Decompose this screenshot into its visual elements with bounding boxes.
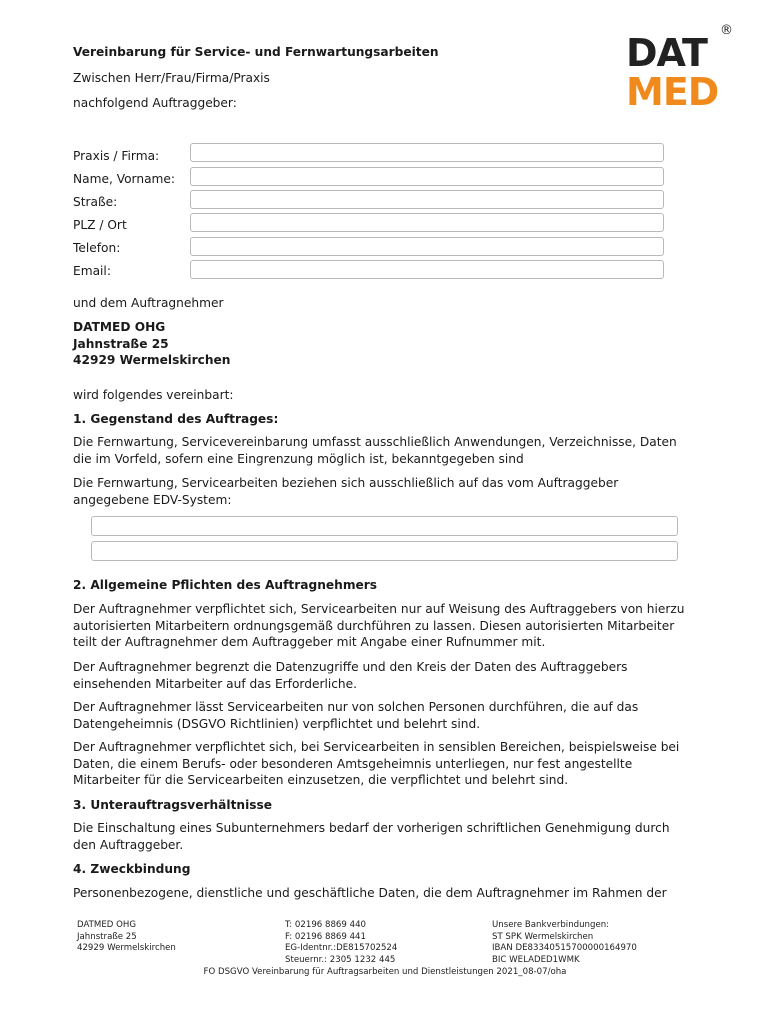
logo-dat-text: DAT [626, 31, 707, 75]
section2-paragraph-1: Der Auftragnehmer verpflichtet sich, Servicearbeiten nur auf Weisung des Auftraggebers von hierzu autorisierten Mitarbeitern ordnungsgemäß durchführen zu lassen. Diesen autorisierten Mitarbeiter teilt der Auftragnehmer dem Auftraggeber mit Angabe einer Rufnummer mit. [73, 602, 685, 649]
section1-heading: 1. Gegenstand des Auftrages: [73, 412, 279, 426]
footer-company: DATMED OHG [77, 920, 137, 930]
client-label: nachfolgend Auftraggeber: [73, 96, 237, 110]
footer-street: Jahnstraße 25 [77, 931, 137, 942]
footer-bic: BIC WELADED1WMK [492, 954, 580, 965]
section4-paragraph-1: Personenbezogene, dienstliche und geschäftliche Daten, die dem Auftragnehmer im Rahmen der [73, 886, 667, 900]
section2-paragraph-2: Der Auftragnehmer begrenzt die Datenzugriffe und den Kreis der Daten des Auftraggebers einsehenden Mitarbeiter auf das Erforderliche. [73, 660, 628, 691]
section4-heading: 4. Zweckbindung [73, 862, 191, 876]
edv-system-field-1[interactable] [91, 516, 678, 536]
registered-mark: ® [720, 23, 733, 38]
footer-fax: F: 02196 8869 441 [285, 931, 366, 942]
footer-contact [285, 920, 397, 966]
footer-bank-heading: Unsere Bankverbindungen: [492, 920, 610, 930]
datmed-logo [626, 23, 736, 117]
footer-city: 42929 Wermelskirchen [77, 943, 176, 954]
strasse-field[interactable] [190, 190, 664, 209]
field-label-praxis: Praxis / Firma: [73, 149, 160, 163]
footer-bank [492, 920, 637, 966]
section2-heading: 2. Allgemeine Pflichten des Auftragnehmers [73, 578, 378, 592]
email-field[interactable] [190, 260, 664, 279]
logo-med-text: MED [626, 70, 719, 114]
praxis-firma-field[interactable] [190, 143, 664, 162]
section3-heading: 3. Unterauftragsverhältnisse [73, 798, 273, 812]
field-label-email: Email: [73, 264, 111, 278]
contractor-street: Jahnstraße 25 [73, 337, 169, 351]
footer-document-id: FO DSGVO Vereinbarung für Auftragsarbeiten und Dienstleistungen 2021_08-07/oha [203, 967, 567, 977]
contractor-name: DATMED OHG [73, 320, 166, 334]
between-text: Zwischen Herr/Frau/Firma/Praxis [73, 71, 270, 85]
document-title: Vereinbarung für Service- und Fernwartungsarbeiten [73, 45, 439, 59]
field-label-telefon: Telefon: [73, 241, 121, 255]
footer-iban: IBAN DE83340515700000164970 [492, 943, 637, 954]
section2-paragraph-3: Der Auftragnehmer lässt Servicearbeiten nur von solchen Personen durchführen, die auf das Datengeheimnis (DSGVO Richtlinien) verpflichtet und belehrt sind. [73, 700, 639, 731]
footer-address [77, 920, 176, 955]
contractor-city: 42929 Wermelskirchen [73, 353, 231, 367]
section1-paragraph-2: Die Fernwartung, Servicearbeiten beziehen sich ausschließlich auf das vom Auftraggeber angegebene EDV-System: [73, 476, 619, 507]
edv-system-field-2[interactable] [91, 541, 678, 561]
name-vorname-field[interactable] [190, 167, 664, 186]
footer-phone: T: 02196 8869 440 [285, 920, 367, 930]
field-label-name: Name, Vorname: [73, 172, 176, 186]
section2-paragraph-4: Der Auftragnehmer verpflichtet sich, bei Servicearbeiten in sensiblen Bereichen, beispielsweise bei Daten, die einem Berufs- oder besonderen Amtsgeheimnis unterliegen, nur fest angestellte Mitarbeiter für die Servicearbeiten einzusetzen, die verpflichtet und belehrt sind. [73, 740, 680, 787]
telefon-field[interactable] [190, 237, 664, 256]
section1-paragraph-1: Die Fernwartung, Servicevereinbarung umfasst ausschließlich Anwendungen, Verzeichnisse, Daten die im Vorfeld, sofern eine Eingrenzung möglich ist, bekanntgegeben sind [73, 435, 677, 466]
field-label-strasse: Straße: [73, 195, 118, 209]
footer-tax-number: Steuernr.: 2305 1232 445 [285, 954, 396, 965]
section3-paragraph-1: Die Einschaltung eines Subunternehmers bedarf der vorherigen schriftlichen Genehmigung durch den Auftraggeber. [73, 821, 670, 852]
plz-ort-field[interactable] [190, 213, 664, 232]
contractor-intro: und dem Auftragnehmer [73, 296, 224, 310]
agreed-text: wird folgendes vereinbart: [73, 388, 234, 402]
footer-bank-name: ST SPK Wermelskirchen [492, 931, 594, 942]
footer-vat-id: EG-Identnr.:DE815702524 [285, 943, 398, 954]
field-label-plz-ort: PLZ / Ort [73, 218, 127, 232]
